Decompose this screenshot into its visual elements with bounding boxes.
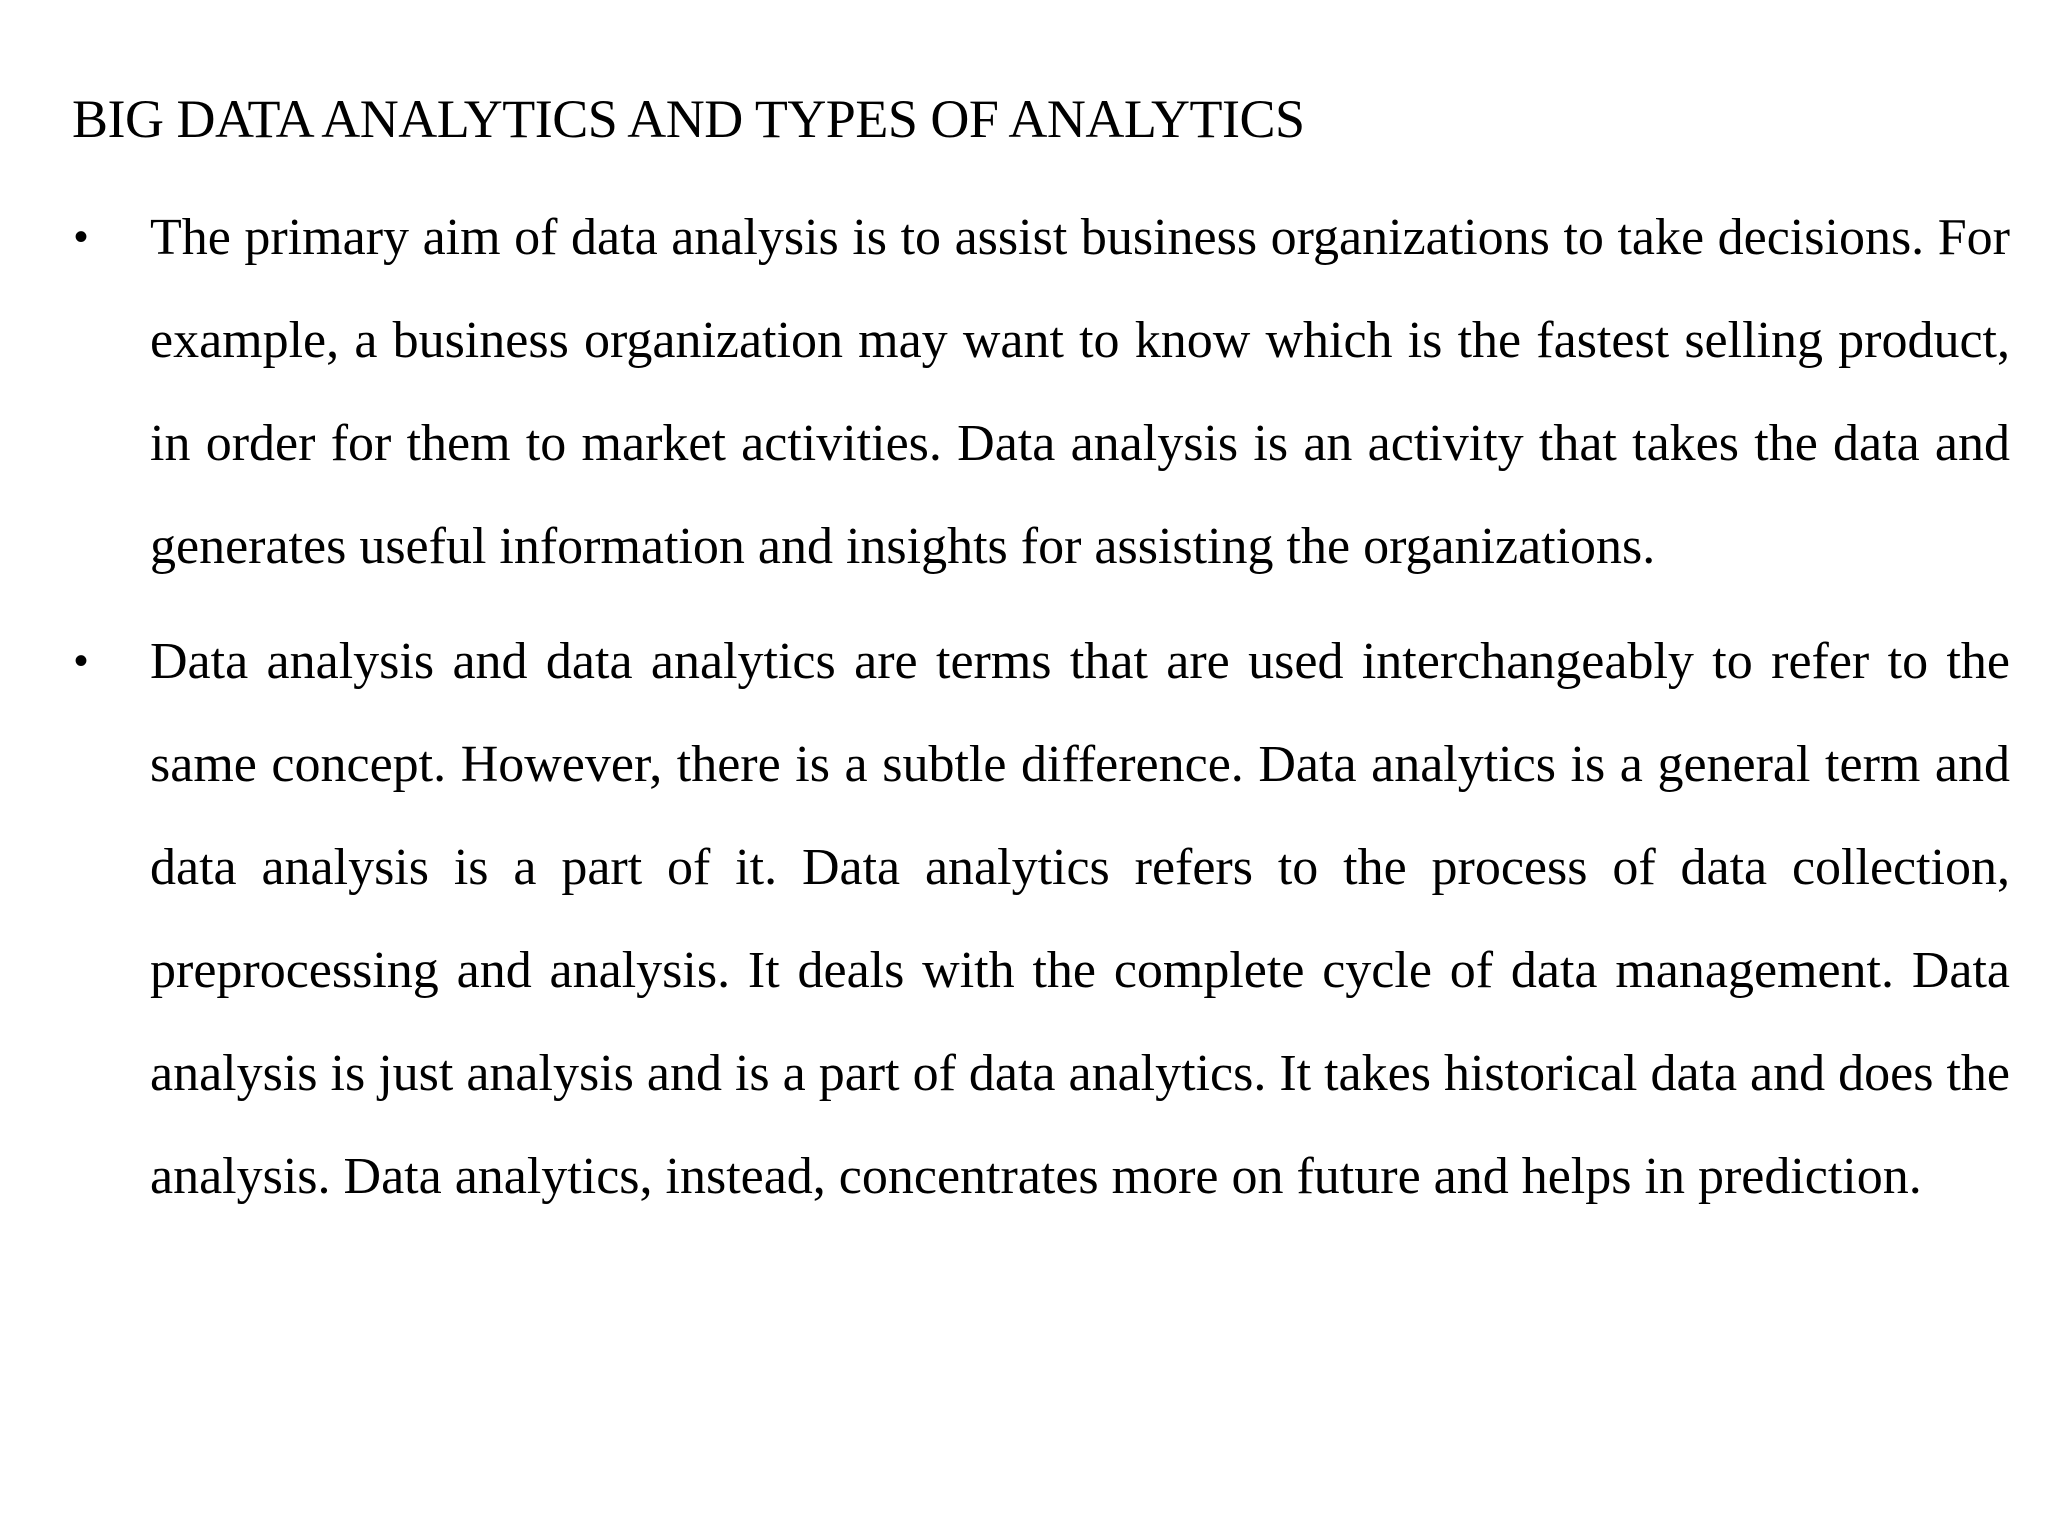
page-title: BIG DATA ANALYTICS AND TYPES OF ANALYTICS: [72, 89, 1305, 149]
bullet-item-analysis-vs-analytics: [72, 610, 2010, 1228]
bullet-item-aim-of-data-analysis: [72, 186, 2010, 598]
bullet-text: Data analysis and data analytics are terms that are used interchangeably to refer to the same concept. However, there is a subtle difference. Data analytics is a general term and data analysis is a part of it. Data analytics refers to the process of data collection, preprocessing and analysis. It deals with the complete cycle of data management. Data analysis is just analysis and is a part of data analytics. It takes historical data and does the analysis. Data analytics, instead, concentrates more on future and helps in prediction.: [150, 633, 2010, 1205]
bullet-icon: •: [74, 639, 89, 683]
bullet-text: The primary aim of data analysis is to assist business organizations to take decisions. For example, a business organization may want to know which is the fastest selling product, in order for them to market activities. Data analysis is an activity that takes the data and generates useful information and insights for assisting the organizations.: [150, 209, 2010, 575]
bullet-icon: •: [74, 215, 89, 259]
bullet-list: [72, 186, 2010, 1240]
